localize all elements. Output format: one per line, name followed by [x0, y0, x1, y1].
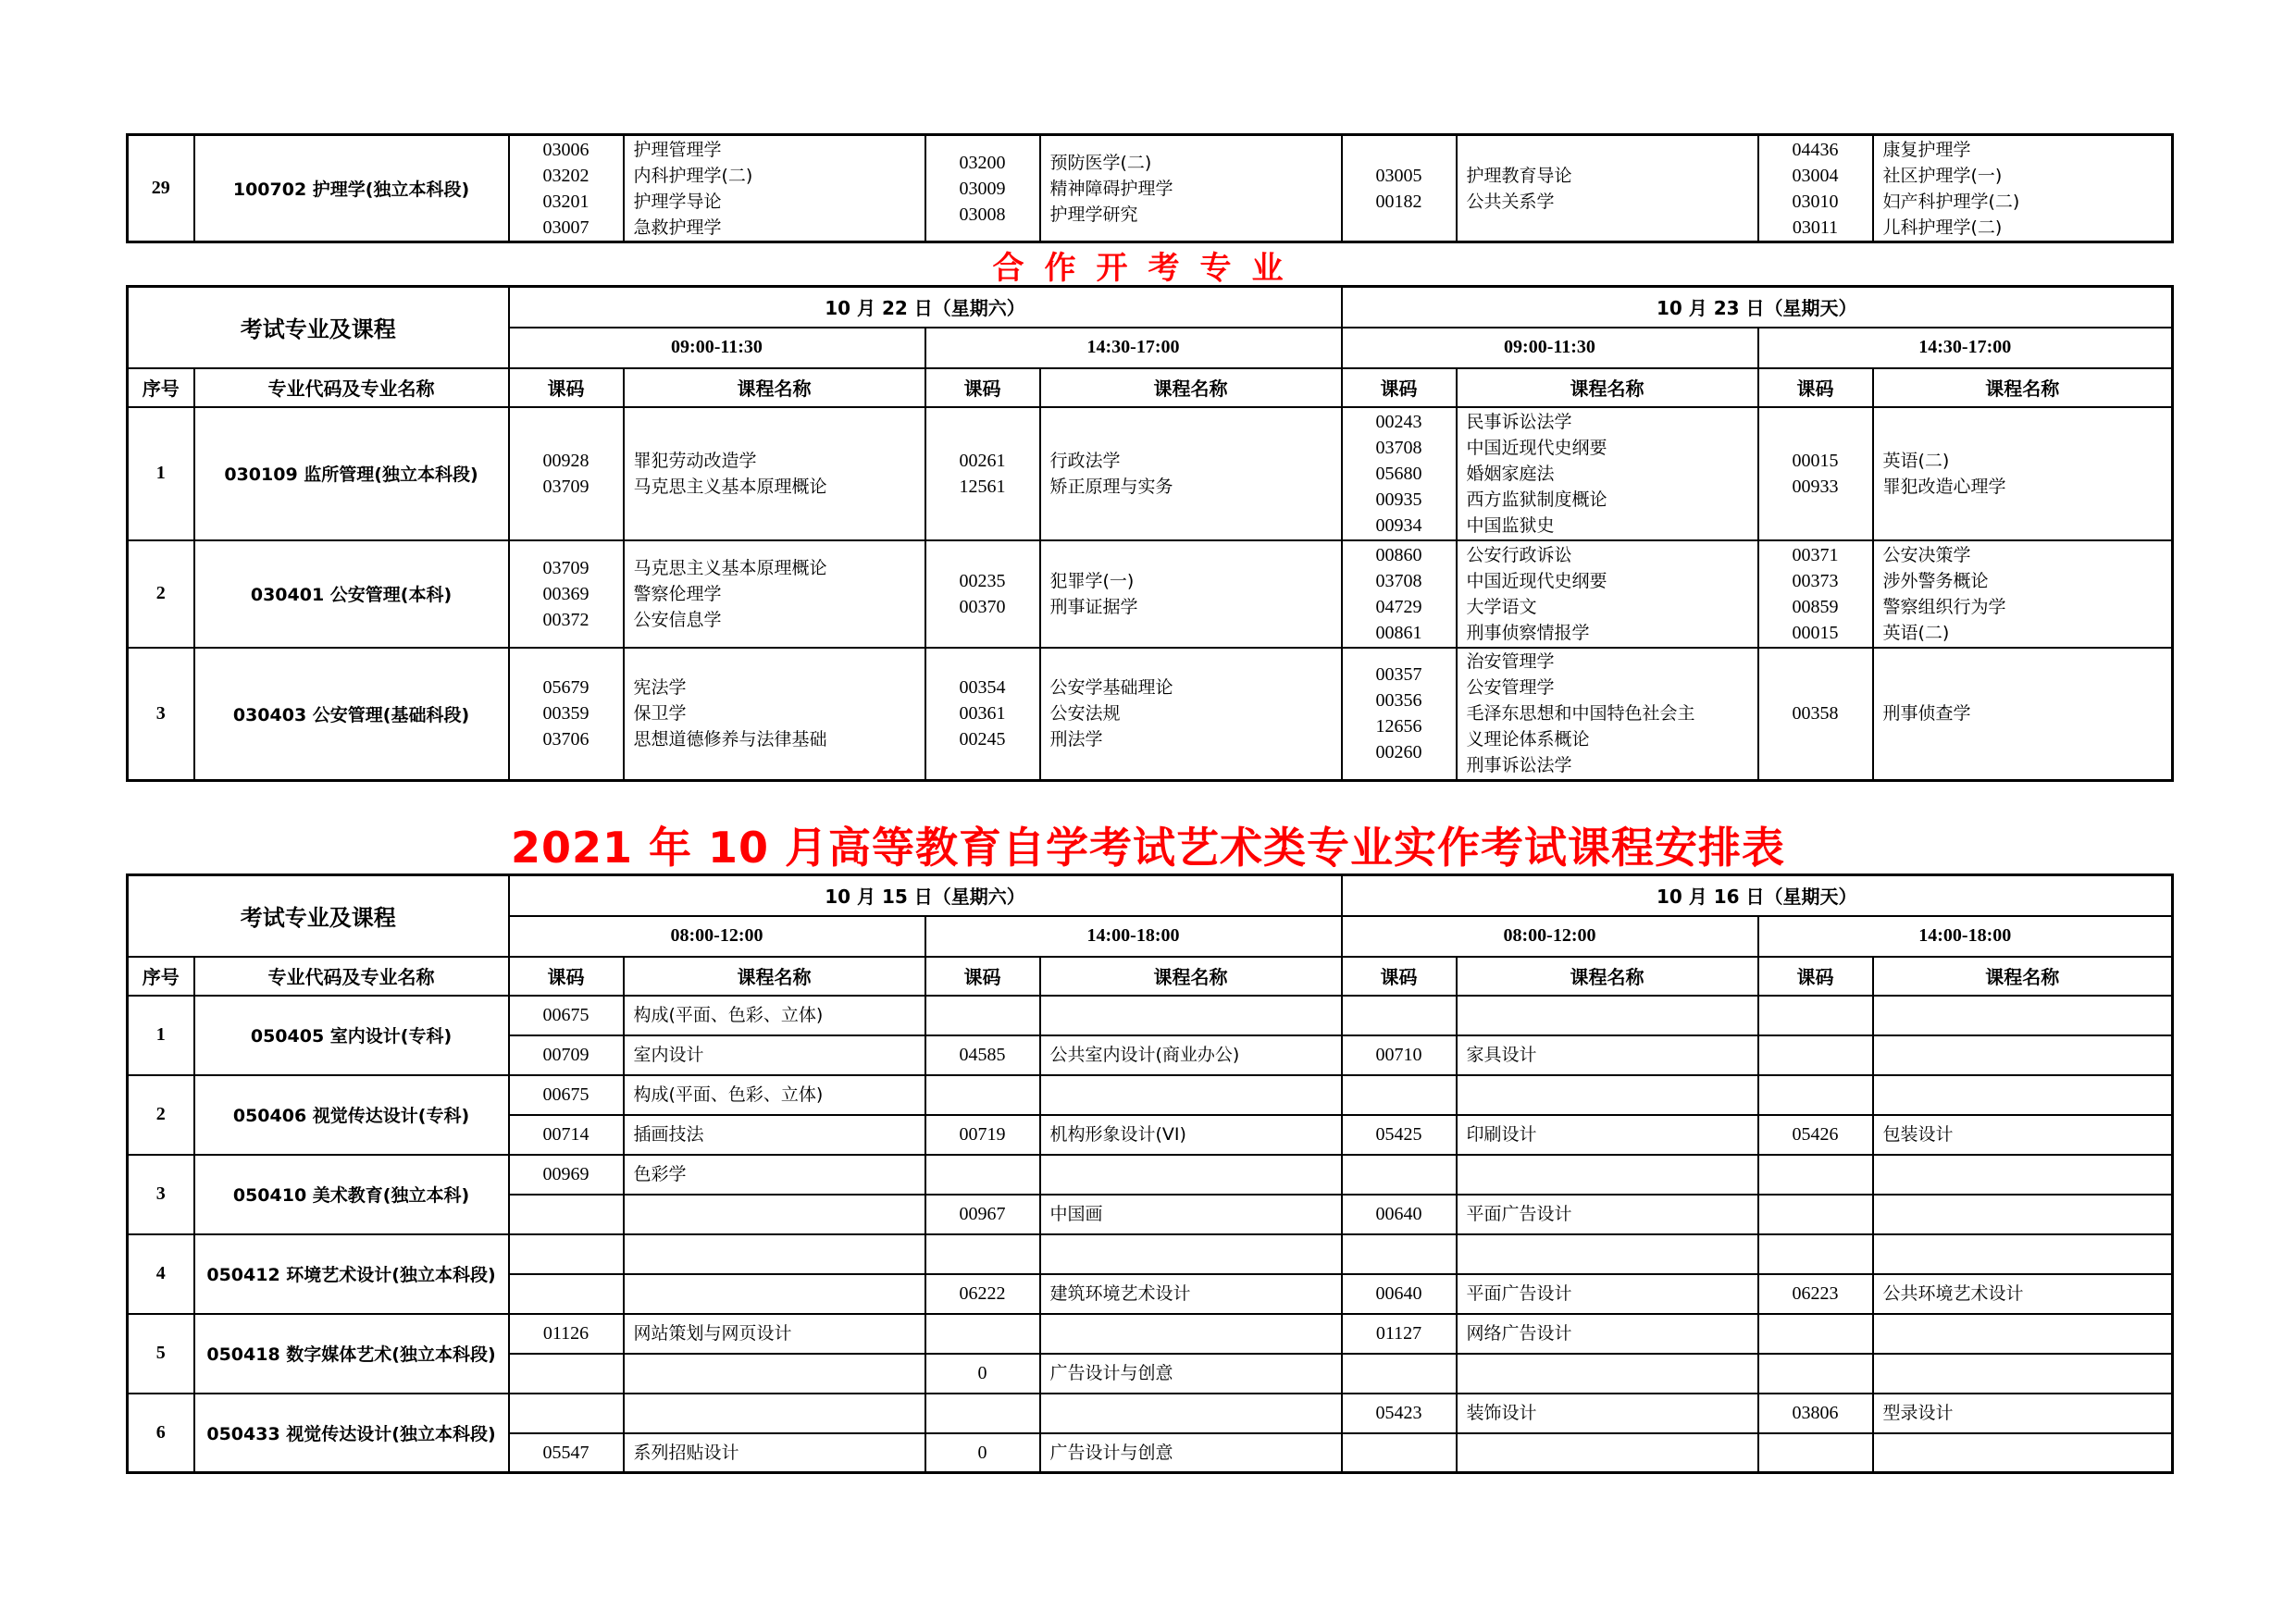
course-code: [1758, 996, 1873, 1035]
row-seq: 3: [128, 648, 194, 781]
course-code: 00967: [925, 1195, 1040, 1234]
course-names: 刑事侦查学: [1873, 648, 2173, 781]
major-name: 050410 美术教育(独立本科): [194, 1155, 509, 1234]
course-name: [1040, 1394, 1342, 1433]
course-code: 01127: [1342, 1314, 1457, 1354]
col-header-seq: 序号: [128, 957, 194, 996]
course-names: 护理教育导论 公共关系学: [1457, 135, 1758, 242]
course-code: [509, 1274, 624, 1314]
course-code: [1758, 1155, 1873, 1195]
col-header-code: 课码: [925, 957, 1040, 996]
course-code: 05425: [1342, 1115, 1457, 1155]
course-code: 00709: [509, 1035, 624, 1075]
time-header: 08:00-12:00: [509, 916, 925, 957]
course-name: [624, 1354, 925, 1394]
course-name: 公共室内设计(商业办公): [1040, 1035, 1342, 1075]
course-names: 治安管理学 公安管理学 毛泽东思想和中国特色社会主 义理论体系概论 刑事诉讼法学: [1457, 648, 1758, 781]
course-code: 0: [925, 1433, 1040, 1473]
course-names: 犯罪学(一) 刑事证据学: [1040, 540, 1342, 648]
course-name: [1457, 1075, 1758, 1115]
time-header: 08:00-12:00: [1342, 916, 1758, 957]
course-code: 05426: [1758, 1115, 1873, 1155]
course-code: [1758, 1195, 1873, 1234]
col-header-code: 课码: [1758, 368, 1873, 407]
course-codes: 04436 03004 03010 03011: [1758, 135, 1873, 242]
course-codes: 05679 00359 03706: [509, 648, 624, 781]
course-code: 05423: [1342, 1394, 1457, 1433]
major-name: 030401 公安管理(本科): [194, 540, 509, 648]
table-row: [128, 996, 2173, 1035]
course-name: 建筑环境艺术设计: [1040, 1274, 1342, 1314]
course-name: 系列招贴设计: [624, 1433, 925, 1473]
course-name: 色彩学: [624, 1155, 925, 1195]
course-names: 民事诉讼法学 中国近现代史纲要 婚姻家庭法 西方监狱制度概论 中国监狱史: [1457, 407, 1758, 540]
course-codes: 00261 12561: [925, 407, 1040, 540]
course-code: [925, 1234, 1040, 1274]
time-header: 14:30-17:00: [1758, 328, 2173, 368]
major-name: 050433 视觉传达设计(独立本科段): [194, 1394, 509, 1473]
course-codes: 03709 00369 00372: [509, 540, 624, 648]
col-header-name: 课程名称: [624, 957, 925, 996]
course-name: 机构形象设计(VI): [1040, 1115, 1342, 1155]
course-names: 行政法学 矫正原理与实务: [1040, 407, 1342, 540]
coop-section-title: 合作开考专业: [992, 250, 1304, 287]
course-code: [1758, 1035, 1873, 1075]
col-header-code: 课码: [1758, 957, 1873, 996]
course-name: [624, 1234, 925, 1274]
time-header: 14:00-18:00: [925, 916, 1342, 957]
course-name: 广告设计与创意: [1040, 1433, 1342, 1473]
course-code: 03806: [1758, 1394, 1873, 1433]
course-code: [1758, 1433, 1873, 1473]
table-row: [128, 1155, 2173, 1195]
course-name: [1457, 1433, 1758, 1473]
col-header-code: 课码: [509, 368, 624, 407]
course-code: [509, 1195, 624, 1234]
header-label: 考试专业及课程: [128, 287, 509, 368]
course-name: [1457, 1234, 1758, 1274]
course-name: 平面广告设计: [1457, 1195, 1758, 1234]
course-name: 家具设计: [1457, 1035, 1758, 1075]
course-code: [925, 1314, 1040, 1354]
course-code: 00710: [1342, 1035, 1457, 1075]
course-code: 00640: [1342, 1274, 1457, 1314]
course-name: 中国画: [1040, 1195, 1342, 1234]
course-name: 公共环境艺术设计: [1873, 1274, 2173, 1314]
course-name: 包装设计: [1873, 1115, 2173, 1155]
col-header-major: 专业代码及专业名称: [194, 368, 509, 407]
course-codes: 00235 00370: [925, 540, 1040, 648]
course-names: 马克思主义基本原理概论 警察伦理学 公安信息学: [624, 540, 925, 648]
course-code: [925, 996, 1040, 1035]
course-codes: 03005 00182: [1342, 135, 1457, 242]
course-code: 04585: [925, 1035, 1040, 1075]
course-codes: 00015 00933: [1758, 407, 1873, 540]
col-header-name: 课程名称: [1457, 368, 1758, 407]
course-codes: 00358: [1758, 648, 1873, 781]
course-name: [624, 1195, 925, 1234]
col-header-code: 课码: [925, 368, 1040, 407]
course-codes: 03200 03009 03008: [925, 135, 1040, 242]
course-code: 00969: [509, 1155, 624, 1195]
time-header: 09:00-11:30: [1342, 328, 1758, 368]
table-row: [128, 1394, 2173, 1433]
course-code: [1758, 1075, 1873, 1115]
course-name: [1873, 1314, 2173, 1354]
course-name: [1040, 1075, 1342, 1115]
course-name: 网站策划与网页设计: [624, 1314, 925, 1354]
course-code: [509, 1234, 624, 1274]
course-name: [624, 1394, 925, 1433]
row-seq: 1: [128, 407, 194, 540]
row-seq: 29: [128, 135, 194, 242]
time-header: 14:00-18:00: [1758, 916, 2173, 957]
col-header-name: 课程名称: [1040, 957, 1342, 996]
major-name: 100702 护理学(独立本科段): [194, 135, 509, 242]
course-code: 06222: [925, 1274, 1040, 1314]
course-code: [925, 1075, 1040, 1115]
time-header: 09:00-11:30: [509, 328, 925, 368]
course-name: 室内设计: [624, 1035, 925, 1075]
nursing-table: [126, 133, 2174, 243]
course-code: [925, 1155, 1040, 1195]
major-name: 050405 室内设计(专科): [194, 996, 509, 1075]
major-name: 050418 数字媒体艺术(独立本科段): [194, 1314, 509, 1394]
course-code: [1342, 1075, 1457, 1115]
time-header: 14:30-17:00: [925, 328, 1342, 368]
col-header-name: 课程名称: [1457, 957, 1758, 996]
header-label: 考试专业及课程: [128, 875, 509, 957]
course-name: 网络广告设计: [1457, 1314, 1758, 1354]
course-names: 公安行政诉讼 中国近现代史纲要 大学语文 刑事侦察情报学: [1457, 540, 1758, 648]
course-code: 01126: [509, 1314, 624, 1354]
col-header-name: 课程名称: [624, 368, 925, 407]
course-names: 罪犯劳动改造学 马克思主义基本原理概论: [624, 407, 925, 540]
course-name: [1040, 1155, 1342, 1195]
col-header-code: 课码: [509, 957, 624, 996]
course-code: 00719: [925, 1115, 1040, 1155]
course-names: 护理管理学 内科护理学(二) 护理学导论 急救护理学: [624, 135, 925, 242]
table-row: [128, 1314, 2173, 1354]
day-header: 10 月 22 日（星期六）: [509, 287, 1342, 328]
row-seq: 2: [128, 1075, 194, 1155]
row-seq: 5: [128, 1314, 194, 1394]
course-code: [1342, 1234, 1457, 1274]
course-name: [1873, 1433, 2173, 1473]
course-code: 00675: [509, 1075, 624, 1115]
course-code: [1342, 1155, 1457, 1195]
course-name: 型录设计: [1873, 1394, 2173, 1433]
course-names: 公安决策学 涉外警务概论 警察组织行为学 英语(二): [1873, 540, 2173, 648]
col-header-code: 课码: [1342, 957, 1457, 996]
course-name: 插画技法: [624, 1115, 925, 1155]
day-header: 10 月 15 日（星期六）: [509, 875, 1342, 916]
course-codes: 00928 03709: [509, 407, 624, 540]
course-codes: 03006 03202 03201 03007: [509, 135, 624, 242]
course-names: 康复护理学 社区护理学(一) 妇产科护理学(二) 儿科护理学(二): [1873, 135, 2173, 242]
course-code: [1758, 1354, 1873, 1394]
course-names: 宪法学 保卫学 思想道德修养与法律基础: [624, 648, 925, 781]
course-code: 00640: [1342, 1195, 1457, 1234]
course-code: [1758, 1234, 1873, 1274]
course-code: [1342, 1433, 1457, 1473]
course-name: 广告设计与创意: [1040, 1354, 1342, 1394]
course-name: [1040, 996, 1342, 1035]
course-code: 05547: [509, 1433, 624, 1473]
table-row: [128, 648, 2173, 781]
course-code: 00675: [509, 996, 624, 1035]
course-name: 平面广告设计: [1457, 1274, 1758, 1314]
col-header-name: 课程名称: [1873, 957, 2173, 996]
course-name: [1873, 1075, 2173, 1115]
row-seq: 2: [128, 540, 194, 648]
course-name: [1873, 1155, 2173, 1195]
course-name: [1040, 1234, 1342, 1274]
course-code: [1758, 1314, 1873, 1354]
day-header: 10 月 16 日（星期天）: [1342, 875, 2173, 916]
row-seq: 4: [128, 1234, 194, 1314]
course-codes: 00371 00373 00859 00015: [1758, 540, 1873, 648]
table-row: [128, 407, 2173, 540]
course-name: [1873, 1195, 2173, 1234]
table-row: [128, 540, 2173, 648]
course-code: [1342, 996, 1457, 1035]
course-code: 06223: [1758, 1274, 1873, 1314]
course-name: [1457, 1155, 1758, 1195]
major-name: 050412 环境艺术设计(独立本科段): [194, 1234, 509, 1314]
col-header-seq: 序号: [128, 368, 194, 407]
course-name: [1873, 1354, 2173, 1394]
course-code: [1342, 1354, 1457, 1394]
art-section-title: 2021 年 10 月高等教育自学考试艺术类专业实作考试课程安排表: [510, 823, 1786, 873]
course-codes: 00357 00356 12656 00260: [1342, 648, 1457, 781]
day-header: 10 月 23 日（星期天）: [1342, 287, 2173, 328]
course-names: 英语(二) 罪犯改造心理学: [1873, 407, 2173, 540]
col-header-name: 课程名称: [1873, 368, 2173, 407]
course-name: 装饰设计: [1457, 1394, 1758, 1433]
course-name: 构成(平面、色彩、立体): [624, 996, 925, 1035]
course-name: [1873, 1234, 2173, 1274]
course-name: [624, 1274, 925, 1314]
course-name: 构成(平面、色彩、立体): [624, 1075, 925, 1115]
course-names: 公安学基础理论 公安法规 刑法学: [1040, 648, 1342, 781]
course-name: [1457, 1354, 1758, 1394]
course-name: 印刷设计: [1457, 1115, 1758, 1155]
course-code: 0: [925, 1354, 1040, 1394]
col-header-code: 课码: [1342, 368, 1457, 407]
major-name: 030403 公安管理(基础科段): [194, 648, 509, 781]
course-names: 预防医学(二) 精神障碍护理学 护理学研究: [1040, 135, 1342, 242]
course-name: [1873, 996, 2173, 1035]
course-codes: 00860 03708 04729 00861: [1342, 540, 1457, 648]
coop-schedule-table: [126, 285, 2174, 782]
course-code: 00714: [509, 1115, 624, 1155]
course-codes: 00243 03708 05680 00935 00934: [1342, 407, 1457, 540]
row-seq: 3: [128, 1155, 194, 1234]
course-codes: 00354 00361 00245: [925, 648, 1040, 781]
course-name: [1457, 996, 1758, 1035]
course-name: [1873, 1035, 2173, 1075]
major-name: 030109 监所管理(独立本科段): [194, 407, 509, 540]
major-name: 050406 视觉传达设计(专科): [194, 1075, 509, 1155]
course-code: [509, 1394, 624, 1433]
table-row: [128, 1075, 2173, 1115]
row-seq: 1: [128, 996, 194, 1075]
course-code: [509, 1354, 624, 1394]
course-name: [1040, 1314, 1342, 1354]
art-schedule-table: [126, 873, 2174, 1474]
row-seq: 6: [128, 1394, 194, 1473]
col-header-major: 专业代码及专业名称: [194, 957, 509, 996]
table-row: [128, 1234, 2173, 1274]
course-code: [925, 1394, 1040, 1433]
col-header-name: 课程名称: [1040, 368, 1342, 407]
